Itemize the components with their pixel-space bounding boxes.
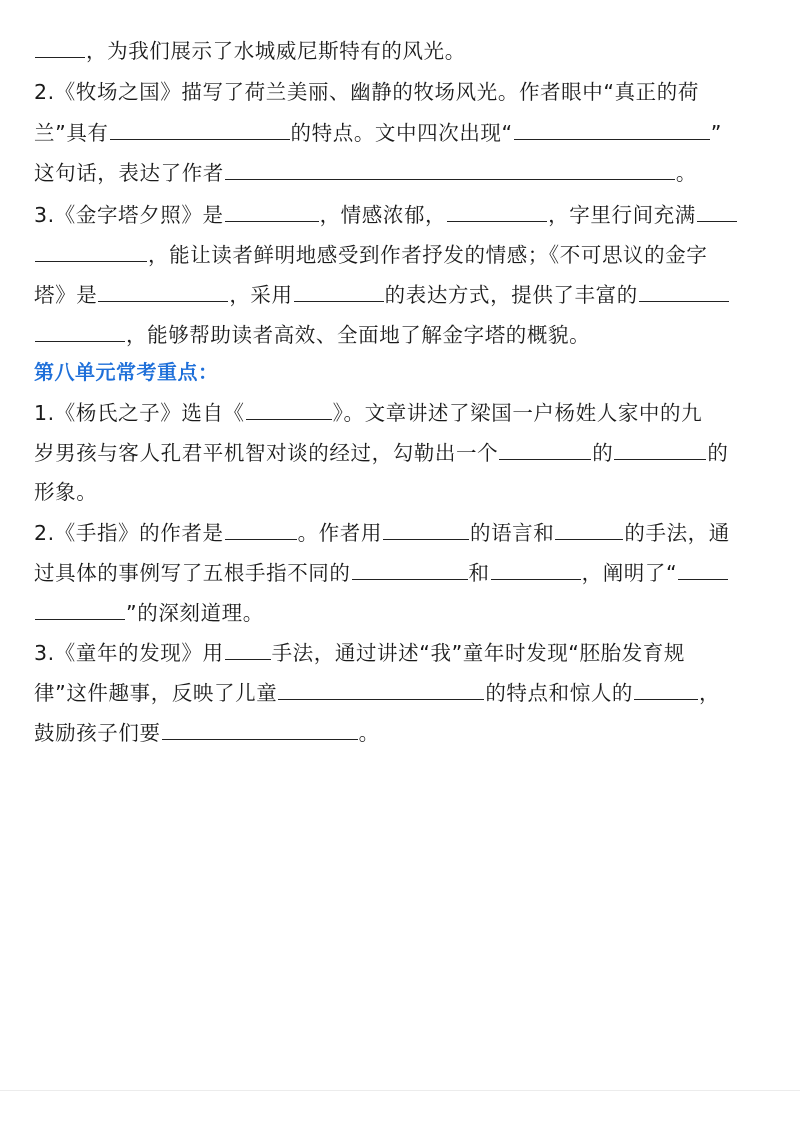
answer-blank[interactable] (447, 200, 547, 222)
section-heading: 第八单元常考重点： (34, 360, 219, 384)
answer-blank[interactable] (514, 118, 710, 140)
answer-blank[interactable] (278, 678, 484, 700)
text-line: ，为我们展示了水城威尼斯特有的风光。 (34, 36, 774, 65)
answer-blank[interactable] (225, 638, 271, 660)
text-line: 2.《牧场之国》描写了荷兰美丽、幽静的牧场风光。作者眼中“真正的荷 (34, 80, 699, 104)
answer-blank[interactable] (555, 518, 623, 540)
text-line: 3.《金字塔夕照》是 ，情感浓郁， ，字里行间充满 (34, 200, 774, 229)
text-line: 岁男孩与客人孔君平机智对谈的经过，勾勒出一个 的 的 (34, 438, 774, 467)
answer-blank[interactable] (639, 280, 729, 302)
answer-blank[interactable] (614, 438, 706, 460)
answer-blank[interactable] (352, 558, 468, 580)
text-line: 过具体的事例写了五根手指不同的 和 ，阐明了“ (34, 558, 774, 587)
answer-blank[interactable] (678, 558, 728, 580)
text-line: 这句话，表达了作者 。 (34, 158, 774, 187)
answer-blank[interactable] (35, 598, 125, 620)
answer-blank[interactable] (225, 518, 297, 540)
answer-blank[interactable] (491, 558, 581, 580)
answer-blank[interactable] (35, 320, 125, 342)
text-line: 塔》是 ，采用 的表达方式，提供了丰富的 (34, 280, 774, 309)
text-line: 1.《杨氏之子》选自《 》。文章讲述了梁国一户杨姓人家中的九 (34, 398, 774, 427)
answer-blank[interactable] (634, 678, 698, 700)
answer-blank[interactable] (246, 398, 332, 420)
answer-blank[interactable] (225, 200, 319, 222)
page-divider (0, 1090, 800, 1091)
answer-blank[interactable] (98, 280, 228, 302)
answer-blank[interactable] (110, 118, 290, 140)
text-line: 鼓励孩子们要 。 (34, 718, 774, 747)
answer-blank[interactable] (35, 36, 85, 58)
text-line: 律”这件趣事，反映了儿童 的特点和惊人的 ， (34, 678, 774, 707)
answer-blank[interactable] (162, 718, 358, 740)
text-line: ”的深刻道理。 (34, 598, 774, 627)
answer-blank[interactable] (697, 200, 737, 222)
text-line: 形象。 (34, 480, 98, 504)
answer-blank[interactable] (294, 280, 384, 302)
answer-blank[interactable] (383, 518, 469, 540)
answer-blank[interactable] (225, 158, 675, 180)
text-line: 2.《手指》的作者是 。作者用 的语言和 的手法，通 (34, 518, 774, 547)
text-line: 兰”具有 的特点。文中四次出现“ ” (34, 118, 774, 147)
text-line: ，能够帮助读者高效、全面地了解金字塔的概貌。 (34, 320, 774, 349)
text-line: ，能让读者鲜明地感受到作者抒发的情感；《不可思议的金字 (34, 240, 774, 269)
answer-blank[interactable] (35, 240, 147, 262)
text-line: 3.《童年的发现》用 手法，通过讲述“我”童年时发现“胚胎发育规 (34, 638, 774, 667)
answer-blank[interactable] (499, 438, 591, 460)
